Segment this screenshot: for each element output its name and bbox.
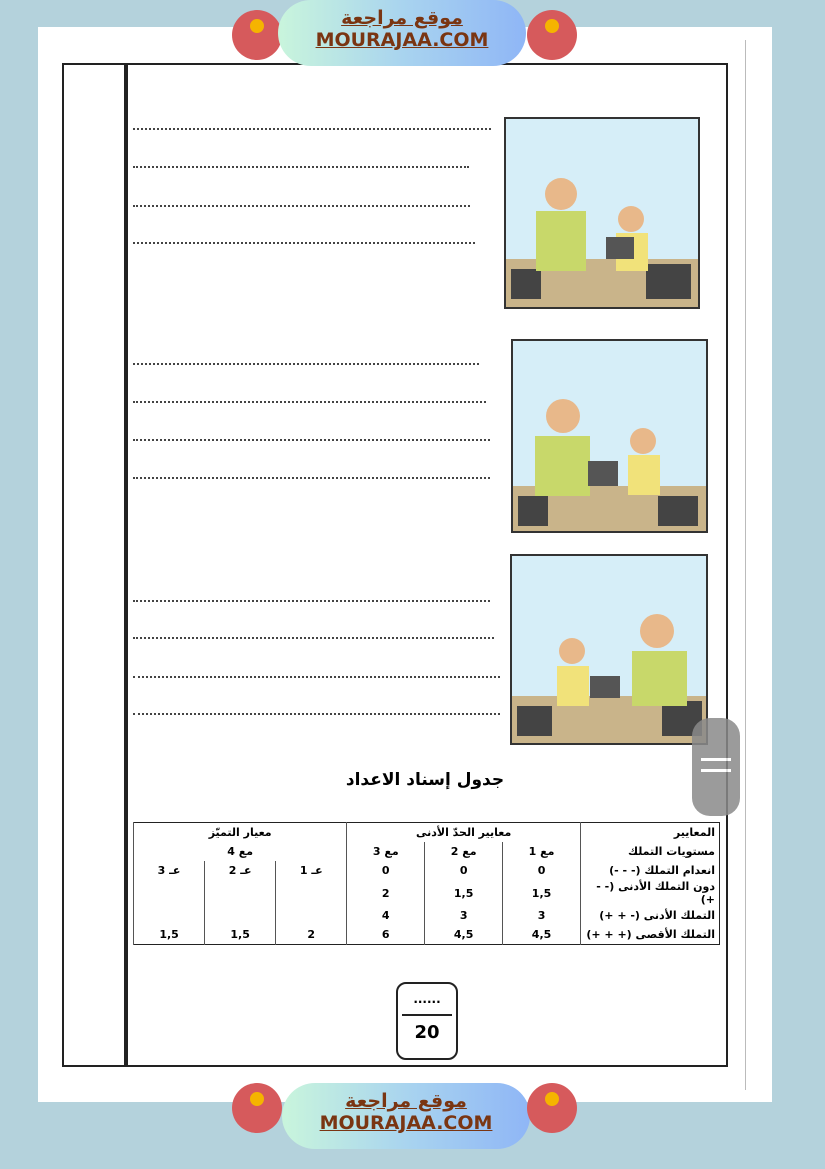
cell: 1,5: [425, 880, 503, 906]
cell: [134, 906, 205, 925]
cell: 3: [503, 906, 581, 925]
e3-header: عـ 3: [134, 861, 205, 880]
cell: 4,5: [503, 925, 581, 945]
e1-header: عـ 1: [276, 861, 347, 880]
cell: [205, 880, 276, 906]
m3-header: مع 3: [347, 842, 425, 861]
site-logo-left: [232, 10, 282, 60]
answer-line[interactable]: [133, 477, 490, 479]
answer-line[interactable]: [133, 363, 479, 365]
cell: 1,5: [205, 925, 276, 945]
row-label: انعدام التملك (- - -): [581, 861, 720, 880]
cell: 2: [276, 925, 347, 945]
site-logo-right: [527, 10, 577, 60]
illustration-2: [511, 339, 708, 533]
score-total: 20: [402, 1014, 452, 1043]
score-blank[interactable]: ......: [413, 992, 441, 1006]
min-criteria-header: معايير الحدّ الأدنى: [347, 823, 581, 843]
cell: 6: [347, 925, 425, 945]
answer-line[interactable]: [133, 439, 490, 441]
answer-line[interactable]: [133, 166, 469, 168]
margin-line: [124, 63, 128, 1067]
table-row: [134, 925, 720, 945]
answer-line[interactable]: [133, 637, 494, 639]
table-row: [134, 880, 720, 906]
cell: 1,5: [503, 880, 581, 906]
answer-line[interactable]: [133, 713, 500, 715]
table-row: [134, 906, 720, 925]
cell: [205, 906, 276, 925]
cell: [276, 906, 347, 925]
site-logo-right-bottom: [527, 1083, 577, 1133]
cell: 0: [347, 861, 425, 880]
cell: [276, 880, 347, 906]
score-box: [396, 982, 458, 1060]
answer-line[interactable]: [133, 600, 490, 602]
banner-site[interactable]: MOURAJAA.COM: [319, 1112, 493, 1134]
cell: 4,5: [425, 925, 503, 945]
table-row: [134, 861, 720, 880]
m2-header: مع 2: [425, 842, 503, 861]
site-banner-top[interactable]: [278, 0, 526, 66]
cell: 0: [503, 861, 581, 880]
answer-line[interactable]: [133, 242, 475, 244]
cell: [134, 880, 205, 906]
answer-line[interactable]: [133, 128, 491, 130]
cell: 4: [347, 906, 425, 925]
excellence-header: معيار التميّز: [134, 823, 347, 843]
site-banner-bottom[interactable]: [282, 1083, 530, 1149]
page-edge: [745, 40, 746, 1090]
row-label: دون التملك الأدنى (- - +): [581, 880, 720, 906]
illustration-1: [504, 117, 700, 309]
scroll-handle[interactable]: [692, 718, 740, 816]
banner-arabic: موقع مراجعة: [345, 1090, 467, 1112]
cell: 0: [425, 861, 503, 880]
site-logo-left-bottom: [232, 1083, 282, 1133]
row-label: التملك الأدنى (- + +): [581, 906, 720, 925]
grading-table: [133, 822, 720, 945]
answer-line[interactable]: [133, 205, 470, 207]
banner-arabic: موقع مراجعة: [341, 7, 463, 29]
banner-site[interactable]: MOURAJAA.COM: [315, 29, 489, 51]
row-label: التملك الأقصى (+ + +): [581, 925, 720, 945]
cell: 1,5: [134, 925, 205, 945]
cell: 3: [425, 906, 503, 925]
levels-header: مستويات التملك: [581, 842, 720, 861]
e2-header: عـ 2: [205, 861, 276, 880]
grading-table-title: جدول إسناد الاعداد: [345, 770, 505, 790]
criteria-header: المعايير: [581, 823, 720, 843]
cell: 2: [347, 880, 425, 906]
answer-line[interactable]: [133, 401, 486, 403]
answer-line[interactable]: [133, 676, 500, 678]
illustration-3: [510, 554, 708, 745]
m1-header: مع 1: [503, 842, 581, 861]
m4-header: مع 4: [134, 842, 347, 861]
